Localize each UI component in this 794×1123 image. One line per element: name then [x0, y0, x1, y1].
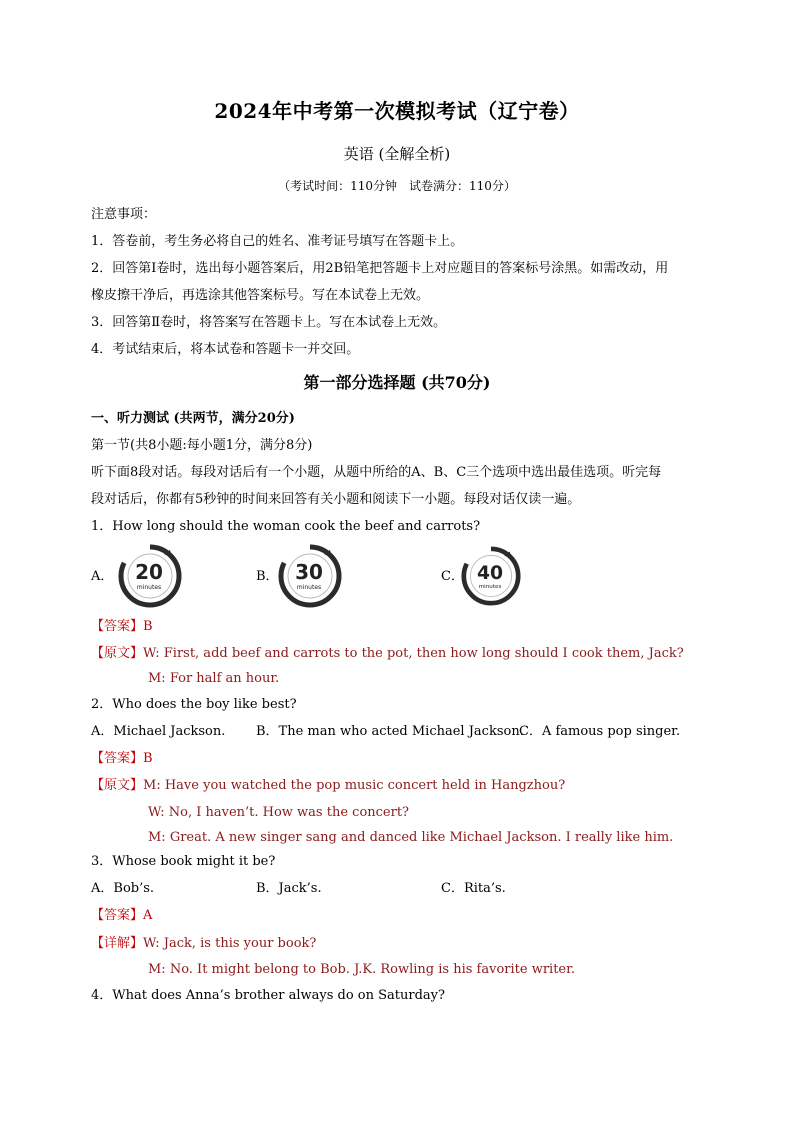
note-item: 橡皮擦干净后，再选涂其他答案标号。写在本试卷上无效。	[91, 288, 430, 303]
option-label: B．	[256, 569, 279, 584]
answer-tag: 【答案】	[91, 619, 144, 634]
page-title: 2024年中考第一次模拟考试（辽宁卷）	[214, 99, 580, 123]
explanation-line	[91, 935, 316, 953]
transcript-tag: 【原文】	[91, 778, 144, 793]
option-text: B．Jack’s.	[256, 881, 322, 896]
answer-tag: 【答案】	[91, 751, 144, 766]
answer-value: A	[143, 908, 153, 923]
clock-unit: minutes	[478, 584, 502, 591]
question-stem: 3．Whose book might it be?	[91, 854, 276, 869]
dialog-line: M: For half an hour.	[148, 671, 280, 686]
transcript-line	[91, 777, 565, 795]
option-label: A．	[91, 569, 114, 584]
notes-heading: 注意事项：	[91, 207, 157, 222]
answer-line	[91, 618, 153, 636]
dialog-line: M: No. It might belong to Bob. J.K. Rowling is his favorite writer.	[148, 962, 576, 977]
note-item: 4．考试结束后，将本试卷和答题卡一并交回。	[91, 342, 360, 357]
note-item: 2．回答第Ⅰ卷时，选出每小题答案后，用2B铅笔把答题卡上对应题目的答案标号涂黑。如需改动，用	[91, 261, 669, 276]
dialog-line: W: First, add beef and carrots to the pot, then how long should I cook them, Jack?	[143, 646, 684, 661]
part1-title: 第一部分选择题 (共70分)	[303, 373, 491, 392]
timer-clock-icon	[118, 544, 182, 608]
clock-number: 30	[295, 560, 323, 584]
clock-unit: minutes	[296, 584, 322, 591]
answer-tag: 【答案】	[91, 908, 144, 923]
question-stem: 1．How long should the woman cook the beef and carrots?	[91, 519, 481, 534]
transcript-tag: 【原文】	[91, 646, 144, 661]
listening-heading: 一、听力测试 (共两节，满分20分)	[91, 411, 295, 426]
transcript-line	[91, 645, 684, 663]
timer-clock-icon	[461, 546, 525, 610]
option-text: A．Michael Jackson.	[91, 724, 226, 739]
clock-number: 40	[477, 562, 504, 584]
option-text: B．The man who acted Michael Jackson.	[256, 724, 524, 739]
clock-number: 20	[135, 560, 163, 584]
note-item: 1．答卷前，考生务必将自己的姓名、准考证号填写在答题卡上。	[91, 234, 464, 249]
answer-line	[91, 750, 153, 768]
clock-unit: minutes	[136, 584, 162, 591]
listening-instructions: 听下面8段对话。每段对话后有一个小题，从题中所给的A、B、C三个选项中选出最佳选项。听完每	[91, 465, 662, 480]
page-subtitle: 英语 (全解全析)	[343, 145, 451, 163]
timer-clock-icon	[278, 544, 342, 608]
exam-time-info: （考试时间：110分钟 试卷满分：110分）	[278, 179, 516, 193]
note-item: 3．回答第Ⅱ卷时，将答案写在答题卡上。写在本试卷上无效。	[91, 315, 447, 330]
dialog-line: M: Have you watched the pop music concert held in Hangzhou?	[143, 778, 566, 793]
dialog-line: W: No, I haven’t. How was the concert?	[148, 805, 410, 820]
question-stem: 4．What does Anna’s brother always do on Saturday?	[91, 988, 445, 1003]
option-label: C．	[441, 569, 464, 584]
explanation-tag: 【详解】	[91, 936, 144, 951]
section1-heading: 第一节(共8小题:每小题1分，满分8分)	[91, 438, 313, 453]
question-stem: 2．Who does the boy like best?	[91, 697, 297, 712]
option-text: C．Rita’s.	[441, 881, 506, 896]
answer-value: B	[143, 619, 153, 634]
option-text: C．A famous pop singer.	[519, 724, 681, 739]
listening-instructions: 段对话后，你都有5秒钟的时间来回答有关小题和阅读下一小题。每段对话仅读一遍。	[91, 492, 581, 507]
dialog-line: M: Great. A new singer sang and danced like Michael Jackson. I really like him.	[148, 830, 674, 845]
answer-value: B	[143, 751, 153, 766]
dialog-line: W: Jack, is this your book?	[143, 936, 317, 951]
option-text: A．Bob’s.	[91, 881, 155, 896]
answer-line	[91, 907, 152, 925]
